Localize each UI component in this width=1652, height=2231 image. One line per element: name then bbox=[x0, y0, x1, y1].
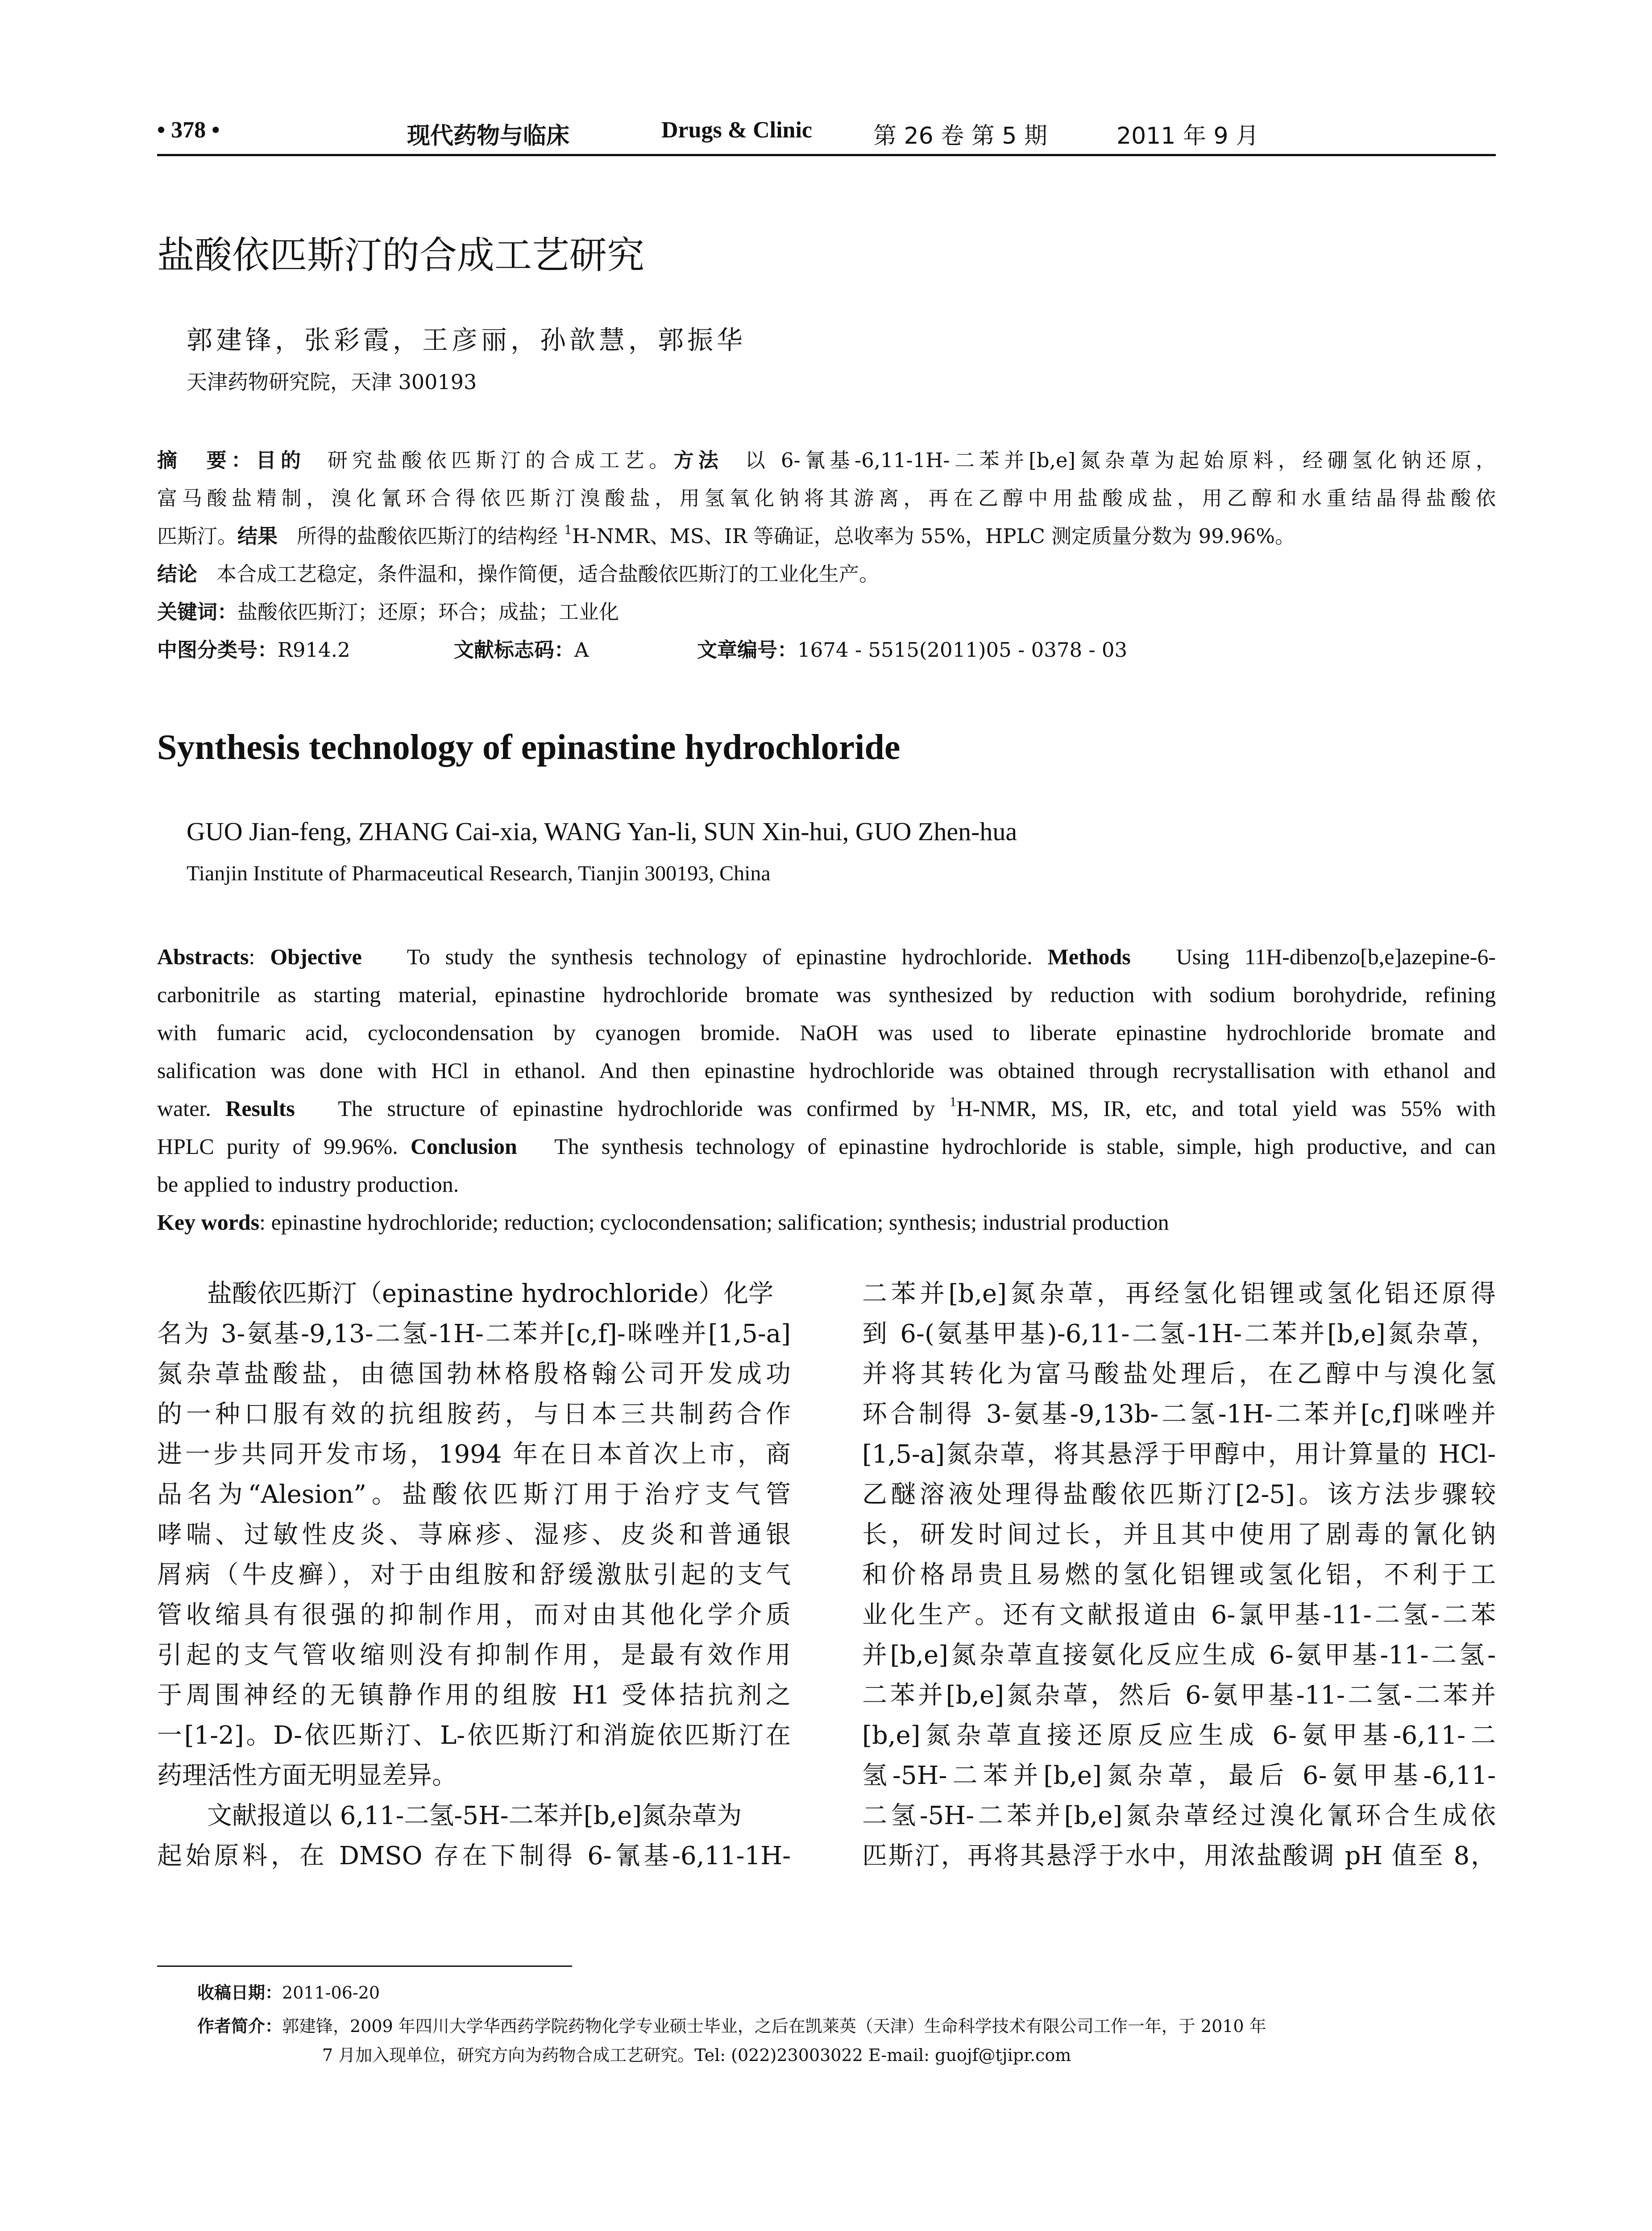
results-text-cn-pre: 所得的盐酸依匹斯汀的结构经 bbox=[296, 524, 558, 548]
methods-text-cn-3: 匹斯汀。 bbox=[157, 524, 238, 548]
body-right-line: 氢-5H-二苯并[b,e]氮杂䓬，最后 6-氨甲基-6,11- bbox=[862, 1761, 1496, 1790]
authors-en: GUO Jian-feng, ZHANG Cai-xia, WANG Yan-li, SUN Xin-hui, GUO Zhen-hua bbox=[187, 817, 1017, 846]
author-bio-line-2: 7 月加入现单位，研究方向为药物合成工艺研究。Tel: (022)23003022 E-mail: guojf@tjipr.com bbox=[322, 2045, 1071, 2065]
body-left-line: 文献报道以 6,11-二氢-5H-二苯并[b,e]氮杂䓬为 bbox=[207, 1801, 742, 1830]
running-header bbox=[157, 117, 1496, 157]
article-title-cn: 盐酸依匹斯汀的合成工艺研究 bbox=[157, 233, 645, 277]
objective-label-cn: 目的 bbox=[256, 448, 306, 472]
abstract-label-en: Abstracts bbox=[157, 944, 249, 969]
conclusion-text-en-1: The synthesis technology of epinastine hydrochloride is stable, simple, high productive, and can bbox=[554, 1134, 1496, 1159]
article-no-value: 1674 - 5515(2011)05 - 0378 - 03 bbox=[797, 638, 1128, 662]
abstract-label-cn: 摘 要： bbox=[157, 448, 256, 472]
classification-line bbox=[157, 634, 1496, 663]
body-left-line: 于周围神经的无镇静作用的组胺 H1 受体拮抗剂之 bbox=[157, 1681, 791, 1710]
body-right-line: 并[b,e]氮杂䓬直接氨化反应生成 6-氨甲基-11-二氢- bbox=[862, 1641, 1496, 1670]
results-text-en-2: HPLC purity of 99.96%. bbox=[157, 1134, 398, 1159]
keywords-text-cn: 盐酸依匹斯汀；还原；环合；成盐；工业化 bbox=[237, 600, 619, 624]
results-label-en: Results bbox=[225, 1096, 295, 1121]
body-left-line: 哮喘、过敏性皮炎、荨麻疹、湿疹、皮炎和普通银 bbox=[157, 1520, 791, 1549]
article-no-group bbox=[697, 634, 1127, 663]
body-right-line: 业化生产。还有文献报道由 6-氯甲基-11-二氢-二苯 bbox=[862, 1601, 1496, 1630]
author-bio bbox=[197, 2012, 1266, 2037]
results-superscript-cn: 1 bbox=[564, 522, 573, 537]
abstract-en-line-1: Abstracts: Objective To study the synthesis technology of epinastine hydrochloride. Methods Using 11H-dibenzo[b,e]azepine-6- bbox=[157, 944, 1496, 969]
methods-label-en: Methods bbox=[1047, 944, 1131, 969]
page-number: • 378 • bbox=[157, 117, 220, 143]
affiliation-en: Tianjin Institute of Pharmaceutical Research, Tianjin 300193, China bbox=[187, 862, 771, 885]
body-right-line: 长，研发时间过长，并且其中使用了剧毒的氰化钠 bbox=[862, 1520, 1496, 1549]
methods-label-cn: 方法 bbox=[673, 448, 723, 472]
results-text-en-post: H-NMR, MS, IR, etc, and total yield was 55% with bbox=[956, 1096, 1496, 1121]
keywords-label-cn: 关键词： bbox=[157, 600, 238, 624]
body-right-line: [1,5-a]氮杂䓬，将其悬浮于甲醇中，用计算量的 HCl- bbox=[862, 1440, 1496, 1469]
body-right-line: 匹斯汀，再将其悬浮于水中，用浓盐酸调 pH 值至 8， bbox=[862, 1841, 1496, 1870]
body-right-line: [b,e]氮杂䓬直接还原反应生成 6-氨甲基-6,11-二 bbox=[862, 1721, 1496, 1750]
volume-issue: 第 26 卷 第 5 期 bbox=[873, 123, 1047, 149]
abstract-en-line-2: carbonitrile as starting material, epinastine hydrochloride bromate was synthesized by reduction with sodium borohydride, refining bbox=[157, 982, 1496, 1007]
abstract-cn-line-4 bbox=[157, 558, 1496, 587]
abstract-en-line-4: salification was done with HCl in ethanol. And then epinastine hydrochloride was obtained through recrystallisation with ethanol and bbox=[157, 1058, 1496, 1083]
doc-code-group bbox=[454, 634, 589, 663]
body-left-line: 名为 3-氨基-9,13-二氢-1H-二苯并[c,f]-咪唑并[1,5-a] bbox=[157, 1319, 791, 1348]
body-left-line: 盐酸依匹斯汀（epinastine hydrochloride）化学 bbox=[207, 1279, 774, 1308]
header-rule bbox=[157, 154, 1496, 156]
keywords-text-en: epinastine hydrochloride; reduction; cyclocondensation; salification; synthesis; industrial production bbox=[271, 1210, 1169, 1235]
body-right-line: 二苯并[b,e]氮杂䓬，然后 6-氨甲基-11-二氢-二苯并 bbox=[862, 1681, 1496, 1710]
received-date bbox=[197, 1979, 380, 2003]
doc-code-value: A bbox=[574, 638, 589, 662]
objective-text-cn: 研究盐酸依匹斯汀的合成工艺。 bbox=[327, 448, 674, 472]
body-left-line: 引起的支气管收缩则没有抑制作用，是最有效作用 bbox=[157, 1641, 791, 1670]
conclusion-label-en: Conclusion bbox=[410, 1134, 517, 1159]
body-left-line: 氮杂䓬盐酸盐，由德国勃林格殷格翰公司开发成功 bbox=[157, 1360, 791, 1389]
body-left-line: 屑病（牛皮癣），对于由组胺和舒缓激肽引起的支气 bbox=[157, 1560, 791, 1589]
body-left-line: 起始原料，在 DMSO 存在下制得 6-氰基-6,11-1H- bbox=[157, 1841, 791, 1870]
methods-text-en-5: water. bbox=[157, 1096, 211, 1121]
body-left-line: 进一步共同开发市场，1994 年在日本首次上市，商 bbox=[157, 1440, 791, 1469]
methods-text-en-1: Using 11H-dibenzo[b,e]azepine-6- bbox=[1176, 944, 1496, 969]
objective-label-en: Objective bbox=[270, 944, 362, 969]
footnote-rule bbox=[157, 1966, 572, 1967]
abstract-en-line-5 bbox=[157, 1095, 1496, 1121]
doc-code-label: 文献标志码： bbox=[454, 638, 575, 662]
body-right-line: 乙醚溶液处理得盐酸依匹斯汀[2-5]。该方法步骤较 bbox=[862, 1480, 1496, 1509]
results-label-cn: 结果 bbox=[237, 524, 278, 548]
abstract-en-line-6 bbox=[157, 1133, 1496, 1159]
body-right-line: 二苯并[b,e]氮杂䓬，再经氢化铝锂或氢化铝还原得 bbox=[862, 1279, 1496, 1308]
body-right-line: 环合制得 3-氨基-9,13b-二氢-1H-二苯并[c,f]咪唑并 bbox=[862, 1400, 1496, 1429]
keywords-label-en: Key words bbox=[157, 1210, 260, 1235]
bio-label: 作者简介： bbox=[197, 2016, 282, 2036]
body-right-line: 到 6-(氨基甲基)-6,11-二氢-1H-二苯并[b,e]氮杂䓬， bbox=[862, 1319, 1496, 1348]
abstract-cn-line-2 bbox=[157, 482, 1496, 511]
conclusion-label-cn: 结论 bbox=[157, 562, 198, 586]
results-text-en-pre: The structure of epinastine hydrochloride was confirmed by bbox=[338, 1096, 935, 1121]
clc-value: R914.2 bbox=[278, 638, 350, 662]
body-left-line: 药理活性方面无明显差异。 bbox=[157, 1761, 457, 1790]
journal-name-cn: 现代药物与临床 bbox=[407, 123, 570, 149]
authors-cn: 郭建锋，张彩霞，王彦丽，孙歆慧，郭振华 bbox=[187, 325, 747, 355]
journal-name-en: Drugs & Clinic bbox=[661, 117, 812, 143]
received-label: 收稿日期： bbox=[197, 1983, 282, 2003]
clc-label: 中图分类号： bbox=[157, 638, 278, 662]
bio-text-1: 郭建锋，2009 年四川大学华西药学院药物化学专业硕士毕业，之后在凯莱英（天津）生命科学技术有限公司工作一年，于 2010 年 bbox=[282, 2016, 1266, 2036]
results-text-cn-post: H-NMR、MS、IR 等确证，总收率为 55%，HPLC 测定质量分数为 99.96%。 bbox=[572, 524, 1295, 548]
body-right-line: 并将其转化为富马酸盐处理后，在乙醇中与溴化氢 bbox=[862, 1360, 1496, 1389]
abstract-en-line-7: be applied to industry production. bbox=[157, 1172, 459, 1197]
objective-text-en: To study the synthesis technology of epinastine hydrochloride. bbox=[407, 944, 1033, 969]
body-left-line: 管收缩具有很强的抑制作用，而对由其他化学介质 bbox=[157, 1601, 791, 1630]
body-left-line: 的一种口服有效的抗组胺药，与日本三共制药合作 bbox=[157, 1400, 791, 1429]
methods-text-cn-2: 富马酸盐精制，溴化氰环合得依匹斯汀溴酸盐，用氢氧化钠将其游离，再在乙醇中用盐酸成盐，用乙醇和水重结晶得盐酸依 bbox=[157, 486, 1496, 510]
abstract-en-line-3: with fumaric acid, cyclocondensation by cyanogen bromide. NaOH was used to liberate epinastine hydrochloride bromate and bbox=[157, 1020, 1496, 1045]
abstract-cn-line-1 bbox=[157, 444, 1496, 473]
body-right-line: 二氢-5H-二苯并[b,e]氮杂䓬经过溴化氰环合生成依 bbox=[862, 1801, 1496, 1830]
keywords-cn bbox=[157, 596, 1496, 625]
article-title-en: Synthesis technology of epinastine hydrochloride bbox=[157, 728, 901, 767]
results-superscript-en: 1 bbox=[949, 1095, 957, 1109]
conclusion-text-cn: 本合成工艺稳定，条件温和，操作简便，适合盐酸依匹斯汀的工业化生产。 bbox=[216, 562, 879, 586]
keywords-en: Key words: epinastine hydrochloride; reduction; cyclocondensation; salification; synthesis; industrial production bbox=[157, 1210, 1169, 1235]
body-left-line: 一[1-2]。D-依匹斯汀、L-依匹斯汀和消旋依匹斯汀在 bbox=[157, 1721, 791, 1750]
abstract-cn-line-3 bbox=[157, 520, 1496, 549]
issue-date: 2011 年 9 月 bbox=[1117, 123, 1259, 149]
body-left-line: 品名为“Alesion”。盐酸依匹斯汀用于治疗支气管 bbox=[157, 1480, 791, 1509]
article-no-label: 文章编号： bbox=[697, 638, 798, 662]
body-right-line: 和价格昂贵且易燃的氢化铝锂或氢化铝，不利于工 bbox=[862, 1560, 1496, 1589]
received-value: 2011-06-20 bbox=[282, 1983, 380, 2003]
methods-text-cn-1: 以 6-氰基-6,11-1H-二苯并[b,e]氮杂䓬为起始原料，经硼氢化钠还原， bbox=[745, 448, 1496, 472]
affiliation-cn: 天津药物研究院，天津 300193 bbox=[187, 370, 477, 394]
